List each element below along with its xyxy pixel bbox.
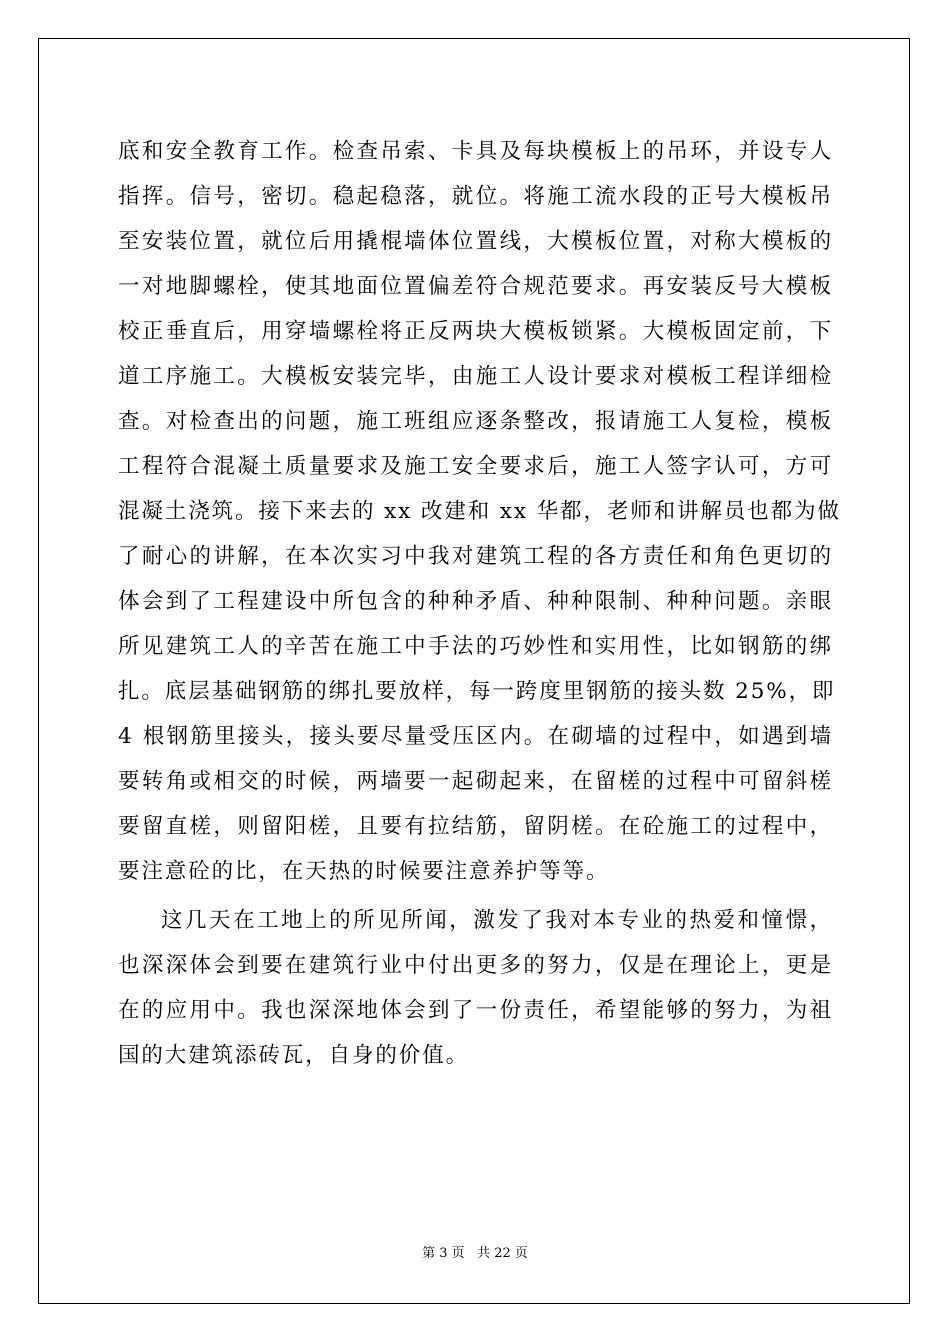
text-line: 一对地脚螺栓，使其地面位置偏差符合规范要求。再安装反号大模板	[118, 274, 833, 299]
page-footer	[0, 1246, 950, 1262]
text-line: 工程符合混凝土质量要求及施工安全要求后，施工人签字认可，方可	[118, 454, 833, 479]
text-line: 查。对检查出的问题，施工班组应逐条整改，报请施工人复检，模板	[118, 409, 833, 434]
text-line: 国的大建筑添砖瓦，自身的价值。	[118, 1043, 470, 1068]
text-line: 底和安全教育工作。检查吊索、卡具及每块模板上的吊环，并设专人	[118, 139, 833, 164]
total-pages: 共 22 页	[477, 1246, 528, 1261]
text-line: 了耐心的讲解，在本次实习中我对建筑工程的各方责任和角色更切的	[118, 544, 833, 569]
text-line: 指挥。信号，密切。稳起稳落，就位。将施工流水段的正号大模板吊	[118, 184, 833, 209]
text-line: 混凝土浇筑。接下来去的 xx 改建和 xx 华都，老师和讲解员也都为做	[118, 499, 841, 524]
text-line: 校正垂直后，用穿墙螺栓将正反两块大模板锁紧。大模板固定前，下	[118, 319, 833, 344]
text-line: 要转角或相交的时候，两墙要一起砌起来，在留槎的过程中可留斜槎	[118, 769, 833, 794]
text-line: 4 根钢筋里接头，接头要尽量受压区内。在砌墙的过程中，如遇到墙	[118, 724, 833, 749]
text-line: 扎。底层基础钢筋的绑扎要放样，每一跨度里钢筋的接头数 25%，即	[118, 679, 836, 704]
text-line: 也深深体会到要在建筑行业中付出更多的努力，仅是在理论上，更是	[118, 953, 833, 978]
text-line: 体会到了工程建设中所包含的种种矛盾、种种限制、种种问题。亲眼	[118, 589, 833, 614]
text-line: 在的应用中。我也深深地体会到了一份责任，希望能够的努力，为祖	[118, 998, 833, 1023]
text-line: 所见建筑工人的辛苦在施工中手法的巧妙性和实用性，比如钢筋的绑	[118, 634, 833, 659]
text-line: 这几天在工地上的所见所闻，激发了我对本专业的热爱和憧憬，	[161, 908, 833, 933]
text-line: 道工序施工。大模板安装完毕，由施工人设计要求对模板工程详细检	[118, 364, 833, 389]
text-line: 至安装位置，就位后用撬棍墙体位置线，大模板位置，对称大模板的	[118, 229, 833, 254]
text-line: 要注意砼的比，在天热的时候要注意养护等等。	[118, 859, 610, 884]
text-line: 要留直槎，则留阳槎，且要有拉结筋，留阴槎。在砼施工的过程中，	[118, 814, 833, 839]
page-number: 第 3 页	[422, 1246, 465, 1261]
